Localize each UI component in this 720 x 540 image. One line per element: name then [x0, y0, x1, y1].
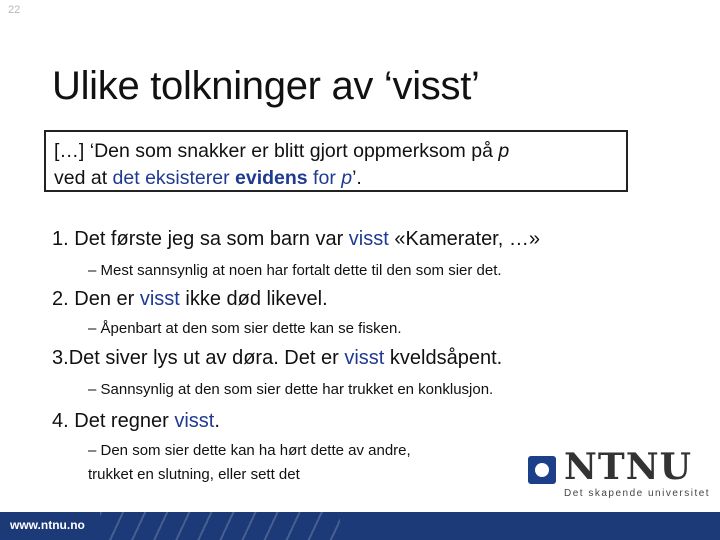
item-text-end: ikke død likevel.	[179, 288, 328, 310]
slide-title: Ulike tolkninger av ‘visst’	[52, 64, 480, 108]
item-text-end: .	[214, 410, 220, 432]
logo-name: NTNU	[564, 446, 692, 488]
quote-highlight: det eksisterer	[112, 167, 236, 189]
quote-evidens: evidens	[235, 167, 308, 189]
footer-decoration	[100, 512, 340, 540]
item-text: Den er	[74, 288, 140, 310]
item-number: 3.	[52, 347, 69, 369]
item-text-end: «Kamerater, …»	[388, 228, 540, 250]
item-visst: visst	[174, 410, 215, 432]
list-subitem-4-cont: trukket en slutning, eller sett det	[88, 466, 300, 483]
item-number: 2.	[52, 288, 75, 310]
item-text: Det siver lys ut av døra. Det er	[68, 347, 345, 369]
ntnu-logo	[528, 446, 714, 504]
logo-tagline: Det skapende universitet	[564, 488, 711, 499]
item-number: 1.	[52, 228, 75, 250]
list-subitem-4: – Den som sier dette kan ha hørt dette av andre,	[88, 442, 411, 459]
list-item-1	[52, 228, 540, 251]
quote-line-1	[54, 138, 626, 165]
quote-for: for	[307, 167, 342, 189]
list-item-2	[52, 288, 328, 311]
list-item-3	[52, 347, 502, 370]
quote-line-2	[54, 165, 626, 192]
item-number: 4.	[52, 410, 75, 432]
quote-p-variable: p	[341, 167, 353, 189]
footer-bar	[0, 512, 720, 540]
quote-text: […] ‘Den som snakker er blitt gjort oppmerksom på	[54, 140, 499, 162]
item-text: Det regner	[74, 410, 175, 432]
slide-number: 22	[8, 4, 21, 16]
ntnu-logo-icon	[528, 456, 556, 484]
item-text-end: kveldsåpent.	[384, 347, 503, 369]
item-visst: visst	[139, 288, 180, 310]
item-text: Det første jeg sa som barn var	[74, 228, 349, 250]
footer-url: www.ntnu.no	[10, 518, 85, 532]
quote-box	[44, 130, 628, 192]
quote-p-variable: p	[498, 140, 510, 162]
quote-text: ved at	[54, 167, 113, 189]
item-visst: visst	[348, 228, 389, 250]
list-item-4	[52, 410, 220, 433]
quote-end: ’.	[352, 167, 362, 189]
list-subitem-3: – Sannsynlig at den som sier dette har trukket en konklusjon.	[88, 381, 494, 398]
list-subitem-2: – Åpenbart at den som sier dette kan se fisken.	[88, 320, 402, 337]
item-visst: visst	[344, 347, 385, 369]
list-subitem-1: – Mest sannsynlig at noen har fortalt dette til den som sier det.	[88, 262, 502, 279]
